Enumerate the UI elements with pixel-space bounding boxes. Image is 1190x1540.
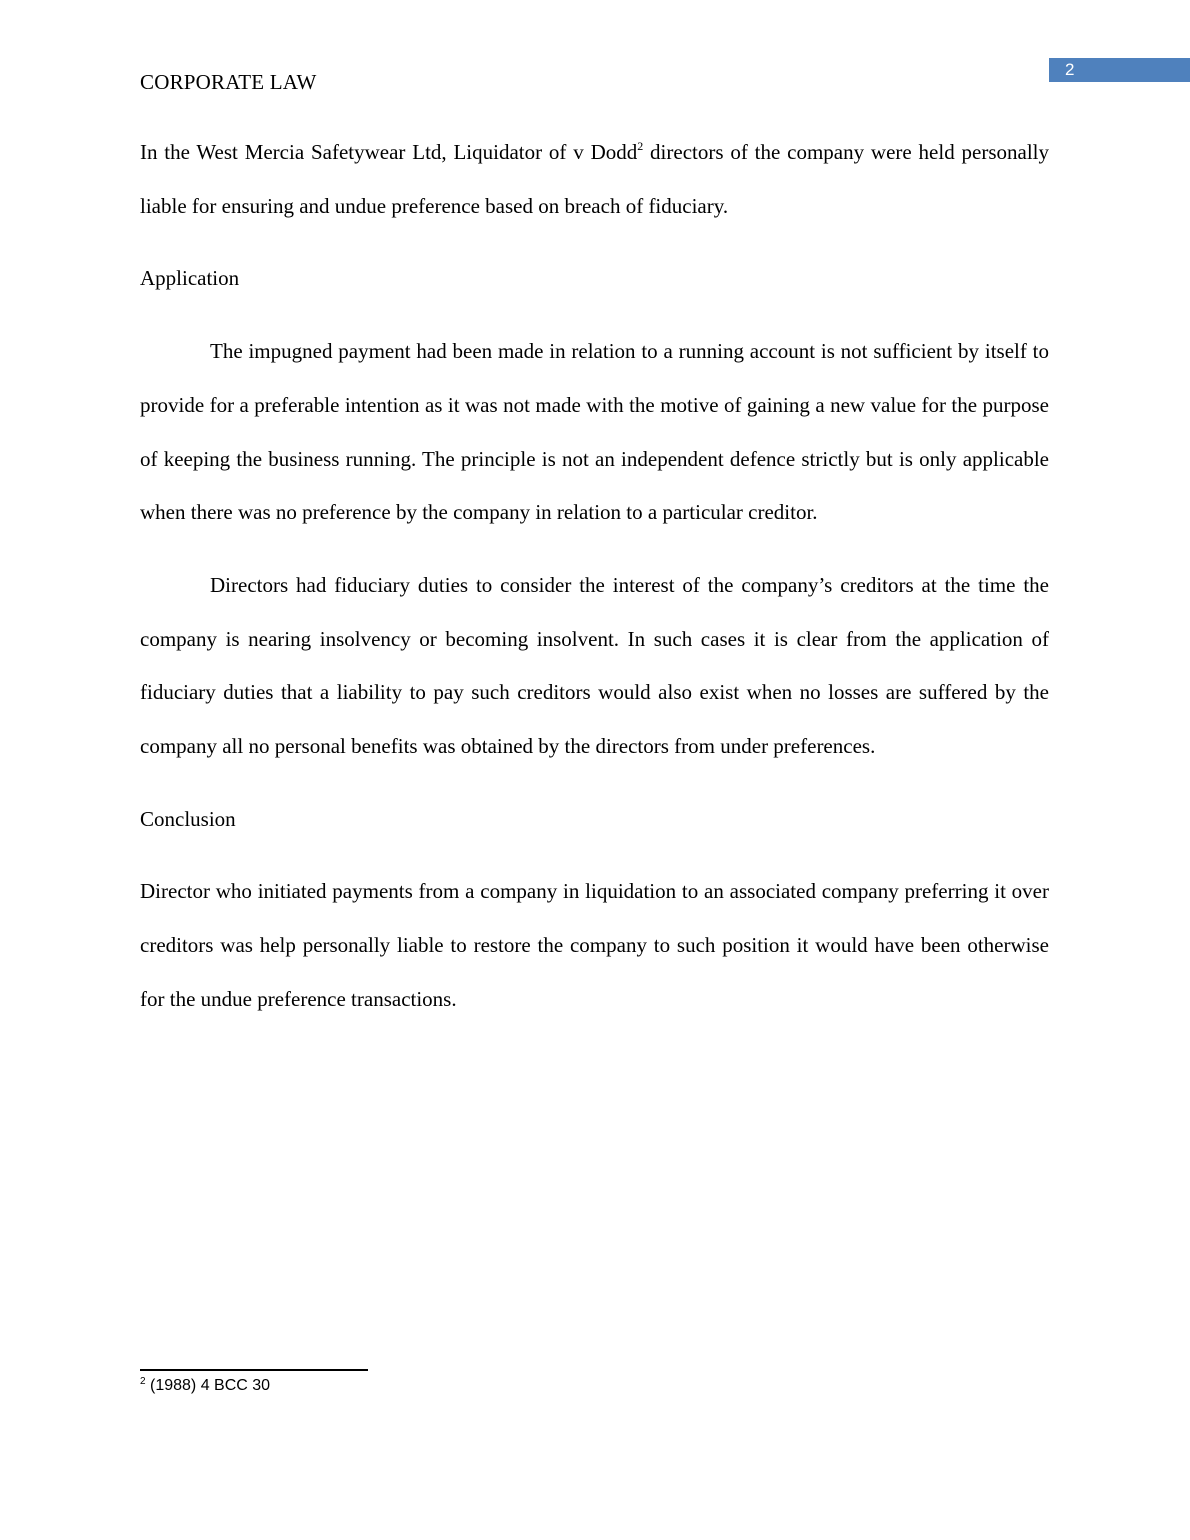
paragraph-application-2: Directors had fiduciary duties to consider the interest of the company’s creditors at the time the company is nearing insolvency or becoming insolvent. In such cases it is clear from the application of fiduciary duties that a liability to pay such creditors would also exist when no losses are suffered by the company all no personal benefits was obtained by the directors from under preferences. [140,572,1049,759]
footnote-text: (1988) 4 BCC 30 [145,1377,271,1394]
footnote-reference: 2 [637,139,644,153]
heading-application: Application [140,266,240,291]
footnote-marker: 2 [140,1376,146,1387]
document-body [140,126,1049,1046]
case-intro-continued: directors of the company were held personally liable for ensuring and undue preference based on breach of fiduciary. [140,140,1049,218]
paragraph-conclusion: Director who initiated payments from a company in liquidation to an associated company preferring it over creditors was help personally liable to restore the company to such position it would have been otherwise for the undue preference transactions. [140,879,1049,1011]
heading-conclusion: Conclusion [140,806,236,831]
paragraph-case-intro [140,126,1049,233]
footnote [140,1377,270,1395]
footnote-separator [140,1369,368,1371]
case-intro-text: In the West Mercia Safetywear Ltd, Liquidator of v Dodd [140,140,638,164]
running-head: CORPORATE LAW [140,70,317,94]
paragraph-application-1: The impugned payment had been made in relation to a running account is not sufficient by itself to provide for a preferable intention as it was not made with the motive of gaining a new value for the purpose of keeping the business running. The principle is not an independent defence strictly but is only applicable when there was no preference by the company in relation to a particular creditor. [140,339,1049,525]
page-number: 2 [1049,58,1190,82]
